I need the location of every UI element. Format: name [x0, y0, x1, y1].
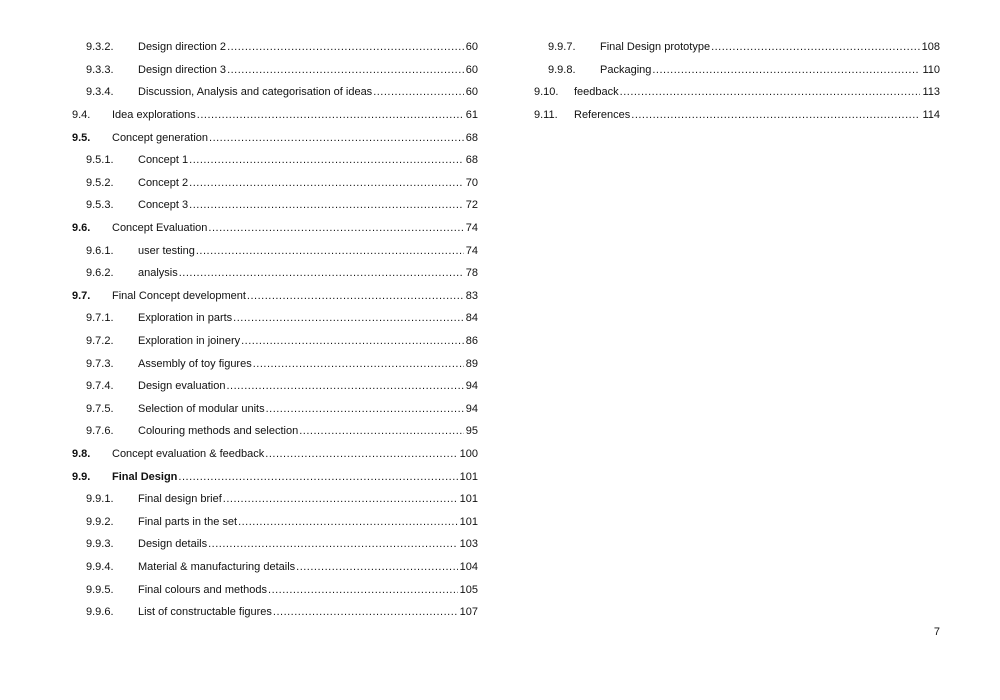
toc-dot-leader: [208, 222, 463, 234]
toc-dot-leader: [227, 41, 464, 53]
toc-entry[interactable]: [72, 465, 478, 488]
toc-entry-page: 114: [922, 109, 940, 122]
toc-entry[interactable]: [72, 330, 478, 353]
toc-entry-title: Design direction 2: [138, 41, 227, 54]
toc-entry-page: 70: [465, 176, 478, 189]
toc-entry-title: References: [574, 109, 631, 122]
toc-entry-number: 9.5.2.: [86, 176, 114, 189]
toc-entry-title: Exploration in joinery: [138, 335, 241, 348]
toc-entry-number: 9.9.5.: [86, 583, 114, 596]
toc-dot-leader: [296, 561, 458, 573]
toc-dot-leader: [373, 86, 464, 98]
toc-dot-leader: [711, 41, 920, 53]
toc-entry-number: 9.5.3.: [86, 199, 114, 212]
toc-entry-page: 60: [465, 41, 478, 54]
toc-entry[interactable]: [72, 149, 478, 172]
toc-entry[interactable]: [72, 81, 478, 104]
toc-dot-leader: [253, 358, 464, 370]
toc-entry-title: feedback: [574, 86, 619, 99]
toc-entry-title: Final colours and methods: [138, 583, 268, 596]
toc-dot-leader: [273, 606, 458, 618]
toc-entry-number: 9.5.: [72, 131, 91, 144]
toc-dot-leader: [652, 64, 920, 76]
toc-entry-page: 61: [465, 109, 478, 122]
toc-entry-title: Design evaluation: [138, 380, 226, 393]
toc-dot-leader: [208, 538, 458, 550]
toc-entry-title: Final parts in the set: [138, 515, 238, 528]
toc-dot-leader: [223, 493, 458, 505]
toc-entry-page: 107: [459, 606, 478, 619]
toc-dot-leader: [266, 403, 464, 415]
toc-entry-number: 9.9.8.: [548, 63, 576, 76]
toc-entry-number: 9.11.: [534, 109, 558, 122]
toc-entry[interactable]: [72, 375, 478, 398]
toc-entry-page: 68: [465, 131, 478, 144]
toc-entry-page: 113: [922, 86, 940, 99]
toc-entry-number: 9.7.4.: [86, 380, 114, 393]
toc-entry-title: Concept 3: [138, 199, 189, 212]
toc-entry[interactable]: [72, 59, 478, 82]
toc-entry-title: Assembly of toy figures: [138, 357, 252, 370]
toc-entry[interactable]: [72, 510, 478, 533]
toc-dot-leader: [227, 64, 464, 76]
toc-entry-page: 110: [922, 63, 940, 76]
toc-entry-title: Final Concept development: [112, 289, 246, 302]
toc-entry[interactable]: [72, 578, 478, 601]
toc-entry-page: 94: [465, 402, 478, 415]
toc-dot-leader: [265, 448, 457, 460]
toc-entry-page: 101: [459, 470, 478, 483]
toc-entry-title: Discussion, Analysis and categorisation of ideas: [138, 86, 373, 99]
toc-entry-page: 60: [465, 63, 478, 76]
toc-entry-page: 74: [465, 244, 478, 257]
toc-entry-page: 83: [465, 289, 478, 302]
toc-entry[interactable]: [72, 307, 478, 330]
toc-entry[interactable]: [72, 601, 478, 624]
toc-right-column: [534, 36, 940, 126]
toc-entry[interactable]: [534, 59, 940, 82]
toc-entry-number: 9.5.1.: [86, 154, 114, 167]
toc-entry[interactable]: [534, 104, 940, 127]
toc-entry-title: Material & manufacturing details: [138, 560, 296, 573]
toc-entry-title: Exploration in parts: [138, 312, 233, 325]
toc-entry-title: Design direction 3: [138, 63, 227, 76]
toc-entry-title: Packaging: [600, 63, 652, 76]
toc-entry-page: 104: [459, 560, 478, 573]
toc-entry-page: 101: [459, 515, 478, 528]
toc-entry-page: 72: [465, 199, 478, 212]
toc-entry-title: Colouring methods and selection: [138, 425, 299, 438]
toc-dot-leader: [209, 132, 464, 144]
toc-entry-page: 95: [465, 425, 478, 438]
toc-entry-number: 9.3.3.: [86, 63, 114, 76]
toc-entry[interactable]: [72, 36, 478, 59]
toc-entry[interactable]: [72, 285, 478, 308]
toc-entry-number: 9.9.3.: [86, 538, 114, 551]
toc-entry-page: 100: [459, 447, 478, 460]
toc-entry[interactable]: [72, 443, 478, 466]
toc-entry-number: 9.7.5.: [86, 402, 114, 415]
toc-dot-leader: [226, 380, 463, 392]
toc-entry-title: Design details: [138, 538, 208, 551]
toc-entry[interactable]: [72, 239, 478, 262]
toc-entry-page: 101: [459, 493, 478, 506]
toc-entry-number: 9.6.1.: [86, 244, 114, 257]
toc-dot-leader: [247, 290, 464, 302]
toc-entry-title: List of constructable figures: [138, 606, 272, 619]
toc-dot-leader: [299, 425, 464, 437]
toc-entry-number: 9.7.1.: [86, 312, 114, 325]
toc-dot-leader: [241, 335, 464, 347]
toc-entry-number: 9.6.2.: [86, 267, 114, 280]
toc-entry-number: 9.9.: [72, 470, 91, 483]
toc-entry[interactable]: [72, 217, 478, 240]
toc-entry-title: Concept generation: [112, 131, 209, 144]
toc-entry-number: 9.9.1.: [86, 493, 114, 506]
toc-entry-page: 84: [465, 312, 478, 325]
toc-dot-leader: [189, 199, 464, 211]
toc-entry-page: 68: [465, 154, 478, 167]
toc-dot-leader: [189, 177, 464, 189]
toc-dot-leader: [178, 471, 457, 483]
toc-entry-number: 9.7.6.: [86, 425, 114, 438]
toc-entry-page: 108: [921, 41, 940, 54]
toc-entry-title: Final Design: [112, 470, 178, 483]
toc-entry-title: Final design brief: [138, 493, 222, 506]
toc-entry-title: Idea explorations: [112, 109, 196, 122]
toc-entry-number: 9.7.3.: [86, 357, 114, 370]
toc-entry-title: Concept Evaluation: [112, 222, 208, 235]
toc-entry-number: 9.9.7.: [548, 41, 576, 54]
toc-entry-number: 9.6.: [72, 222, 91, 235]
toc-entry-page: 78: [465, 267, 478, 280]
toc-entry-page: 89: [465, 357, 478, 370]
toc-dot-leader: [196, 245, 464, 257]
toc-entry-number: 9.4.: [72, 109, 91, 122]
toc-entry[interactable]: [72, 398, 478, 421]
toc-entry[interactable]: [72, 556, 478, 579]
toc-entry-title: user testing: [138, 244, 195, 257]
toc-entry-page: 105: [459, 583, 478, 596]
toc-entry[interactable]: [72, 533, 478, 556]
toc-entry-number: 9.9.6.: [86, 606, 114, 619]
toc-entry-number: 9.3.4.: [86, 86, 114, 99]
toc-entry[interactable]: [72, 194, 478, 217]
toc-entry-number: 9.7.2.: [86, 335, 114, 348]
toc-dot-leader: [179, 267, 464, 279]
toc-entry[interactable]: [72, 420, 478, 443]
toc-entry-number: 9.8.: [72, 447, 91, 460]
toc-dot-leader: [189, 154, 464, 166]
toc-dot-leader: [620, 86, 921, 98]
toc-entry[interactable]: [72, 352, 478, 375]
toc-entry-page: 60: [465, 86, 478, 99]
toc-entry-number: 9.3.2.: [86, 41, 114, 54]
toc-entry-title: Concept 1: [138, 154, 189, 167]
toc-entry-title: Final Design prototype: [600, 41, 711, 54]
toc-entry-page: 86: [465, 335, 478, 348]
toc-dot-leader: [268, 584, 458, 596]
toc-entry-number: 9.9.2.: [86, 515, 114, 528]
toc-left-column: [72, 36, 478, 623]
toc-dot-leader: [238, 516, 458, 528]
toc-entry[interactable]: [72, 172, 478, 195]
toc-entry-page: 103: [459, 538, 478, 551]
toc-dot-leader: [233, 312, 464, 324]
toc-entry[interactable]: [72, 262, 478, 285]
toc-entry[interactable]: [72, 104, 478, 127]
toc-entry-number: 9.10.: [534, 86, 559, 99]
page-number: 7: [933, 626, 940, 638]
toc-entry[interactable]: [534, 81, 940, 104]
toc-entry-number: 9.7.: [72, 289, 91, 302]
toc-dot-leader: [197, 109, 464, 121]
toc-entry-page: 74: [465, 222, 478, 235]
toc-entry-page: 94: [465, 380, 478, 393]
toc-entry-title: Concept evaluation & feedback: [112, 447, 265, 460]
toc-entry-title: Selection of modular units: [138, 402, 265, 415]
toc-entry[interactable]: [72, 488, 478, 511]
toc-entry[interactable]: [534, 36, 940, 59]
toc-dot-leader: [631, 109, 920, 121]
toc-entry-title: Concept 2: [138, 176, 189, 189]
toc-entry-number: 9.9.4.: [86, 560, 114, 573]
toc-entry-title: analysis: [138, 267, 178, 280]
toc-entry[interactable]: [72, 126, 478, 149]
